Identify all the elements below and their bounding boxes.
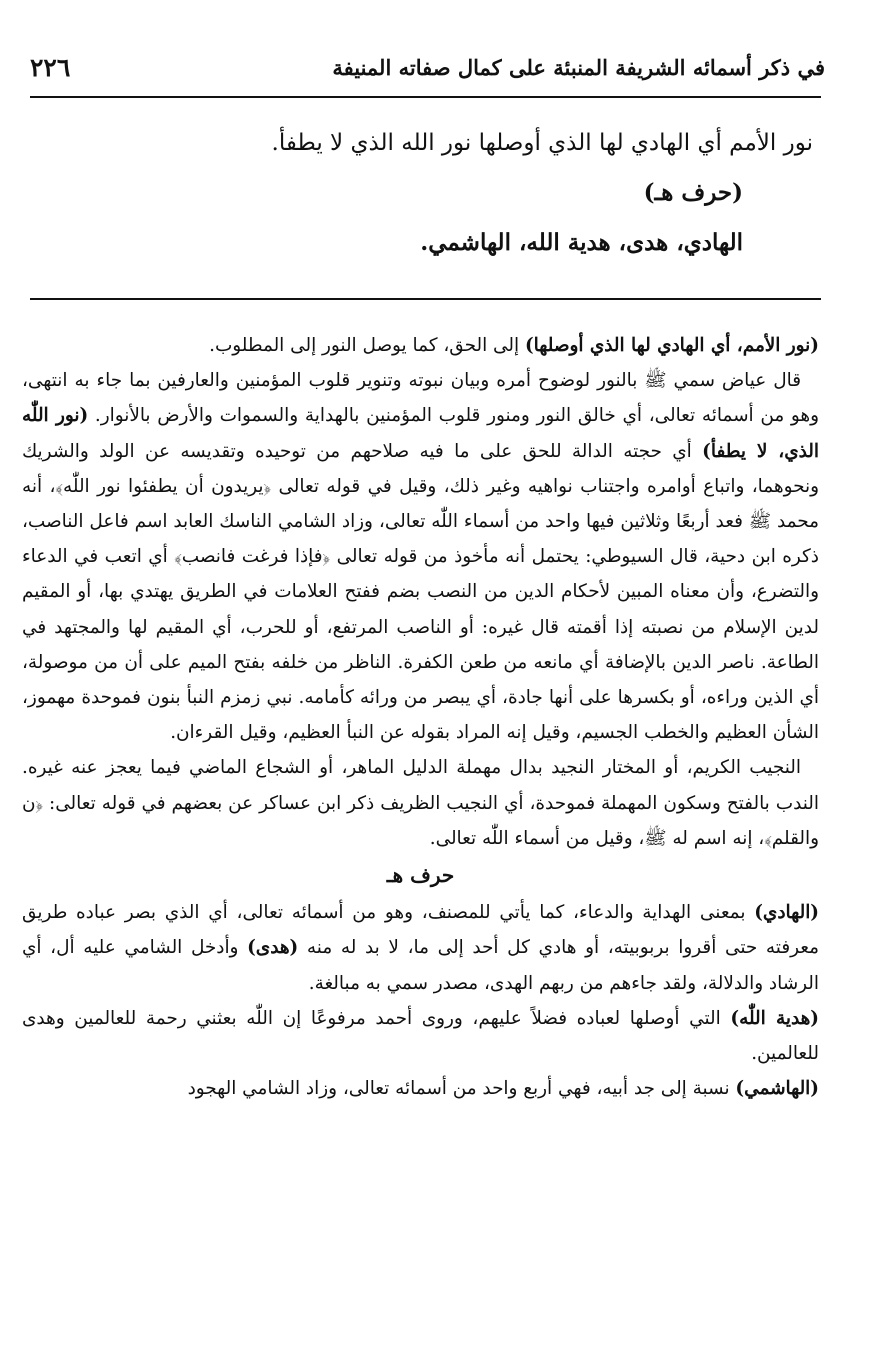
commentary-paragraph (22, 1001, 819, 1071)
lemma: (الهادي) (754, 902, 819, 924)
paragraph-text: قال عياض سمي ﷺ بالنور لوضوح أمره وبيان نبوته وتنوير قلوب المؤمنين والعارفين بما جاء به انتهى، وهو من أسمائه تعالى، أي خالق النور ومنور قلوب المؤمنين بالهداية والسموات والأرض بالأنوار. (22, 370, 820, 427)
header-rule (30, 96, 821, 98)
paragraph-text: نسبة إلى جد أبيه، فهي أربع واحد من أسمائه تعالى، وزاد الشامي الهجود (187, 1078, 736, 1100)
commentary-paragraph (22, 363, 819, 750)
commentary-paragraph (22, 328, 819, 363)
paragraph-text: إلى الحق، كما يوصل النور إلى المطلوب. (209, 335, 525, 356)
paragraph-text: التي أوصلها لعباده فضلاً عليهم، وروى أحمد مرفوعًا إن اللّٰه بعثني رحمة للعالمين وهدى للعالمين. (22, 1007, 819, 1065)
commentary-paragraph (22, 895, 819, 1001)
commentary (22, 328, 819, 1106)
lemma: (الهاشمي) (735, 1078, 819, 1100)
paragraph-text: النجيب الكريم، أو المختار النجيد بدال مهملة الدليل الماهر، أو الشجاع الماضي فيما يعجز عنه غيره. الندب بالفتح وسكون المهملة فموحدة، أي النجيب الظريف ذكر ابن عساكر عن بعضهم في قوله تعالى: ﴿ن والقلم﴾، إنه اسم له ﷺ، وقيل من أسماء اللّٰه تعالى. (22, 757, 819, 849)
lemma: (نور الأمم، أي الهادي لها الذي أوصلها) (524, 335, 819, 356)
paragraph-text: أي حجته الدالة للحق على ما فيه صلاحهم من توحيده وتقديسه عن الولد والشريك ونحوهما، واتباع أوامره واجتناب نواهيه وغير ذلك، وقيل في قوله تعالى ﴿يريدون أن يطفئوا نور اللّٰه﴾، أنه محمد ﷺ فعد أربعًا وثلاثين فيها واحد من أسماء اللّٰه تعالى، وزاد الشامي الناسك العابد اسم فاعل الناصب، ذكره ابن دحية، قال السيوطي: يحتمل أنه مأخوذ من قوله تعالى ﴿فإذا فرغت فانصب﴾ أي اتعب في الدعاء والتضرع، وأن معناه المبين لأحكام الدين من النصب بضم ففتح العلامات في الطريق يهتدي بها، أو المقيم لدين الإسلام من نصبته إذا أقمته قال غيره: أو الناصب المرتفع، أو للحرب، أي المقيم لها والمجتهد في الطاعة. ناصر الدين بالإضافة أي مانعه من طعن الكفرة. الناظر من خلفه بفتح الميم على أن من موصولة، أي الذين وراءه، أو بكسرها على أنها جادة، أي يبصر من ورائه كأمامه. نبي زمزم النبأ بنون فموحدة مهموز، الشأن العظيم والخطب الجسيم، وقيل إنه المراد بقوله عن النبأ العظيم، وقيل القرءان. (22, 440, 819, 744)
page-header (30, 46, 825, 88)
page-number: ٢٢٦ (30, 52, 71, 82)
matn-heading: (حرف هـ) (643, 179, 743, 206)
matn-separator-rule (30, 298, 821, 300)
lemma: (هدى) (247, 937, 299, 959)
commentary-paragraph (22, 1071, 819, 1106)
section-heading: حرف هـ (386, 863, 455, 888)
running-title: في ذكر أسمائه الشريفة المنبئة على كمال صفاته المنيفة (332, 54, 825, 80)
lemma: (نور اللّٰه الذي، لا يطفأ) (22, 405, 819, 462)
commentary-paragraph (22, 750, 819, 856)
matn-names: الهادي، هدى، هدية الله، الهاشمي. (420, 229, 743, 256)
paragraph-text: وأدخل الشامي عليه أل، أي الرشاد والدلالة، ولقد جاءهم من ربهم الهدى، مصدر سمي به مبالغة. (22, 937, 819, 994)
matn-line: نور الأمم أي الهادي لها الذي أوصلها نور الله الذي لا يطفأ. (271, 130, 813, 156)
lemma: (هدية اللّٰه) (730, 1007, 819, 1029)
paragraph-text: بمعنى الهداية والدعاء، كما يأتي للمصنف، وهو من أسمائه تعالى، أي الذي بصر عباده طريق معرفته حتى أقروا بربوبيته، أو هادي كل أحد إلى ما، لا بد له منه (22, 902, 819, 959)
matn-text (30, 118, 813, 268)
